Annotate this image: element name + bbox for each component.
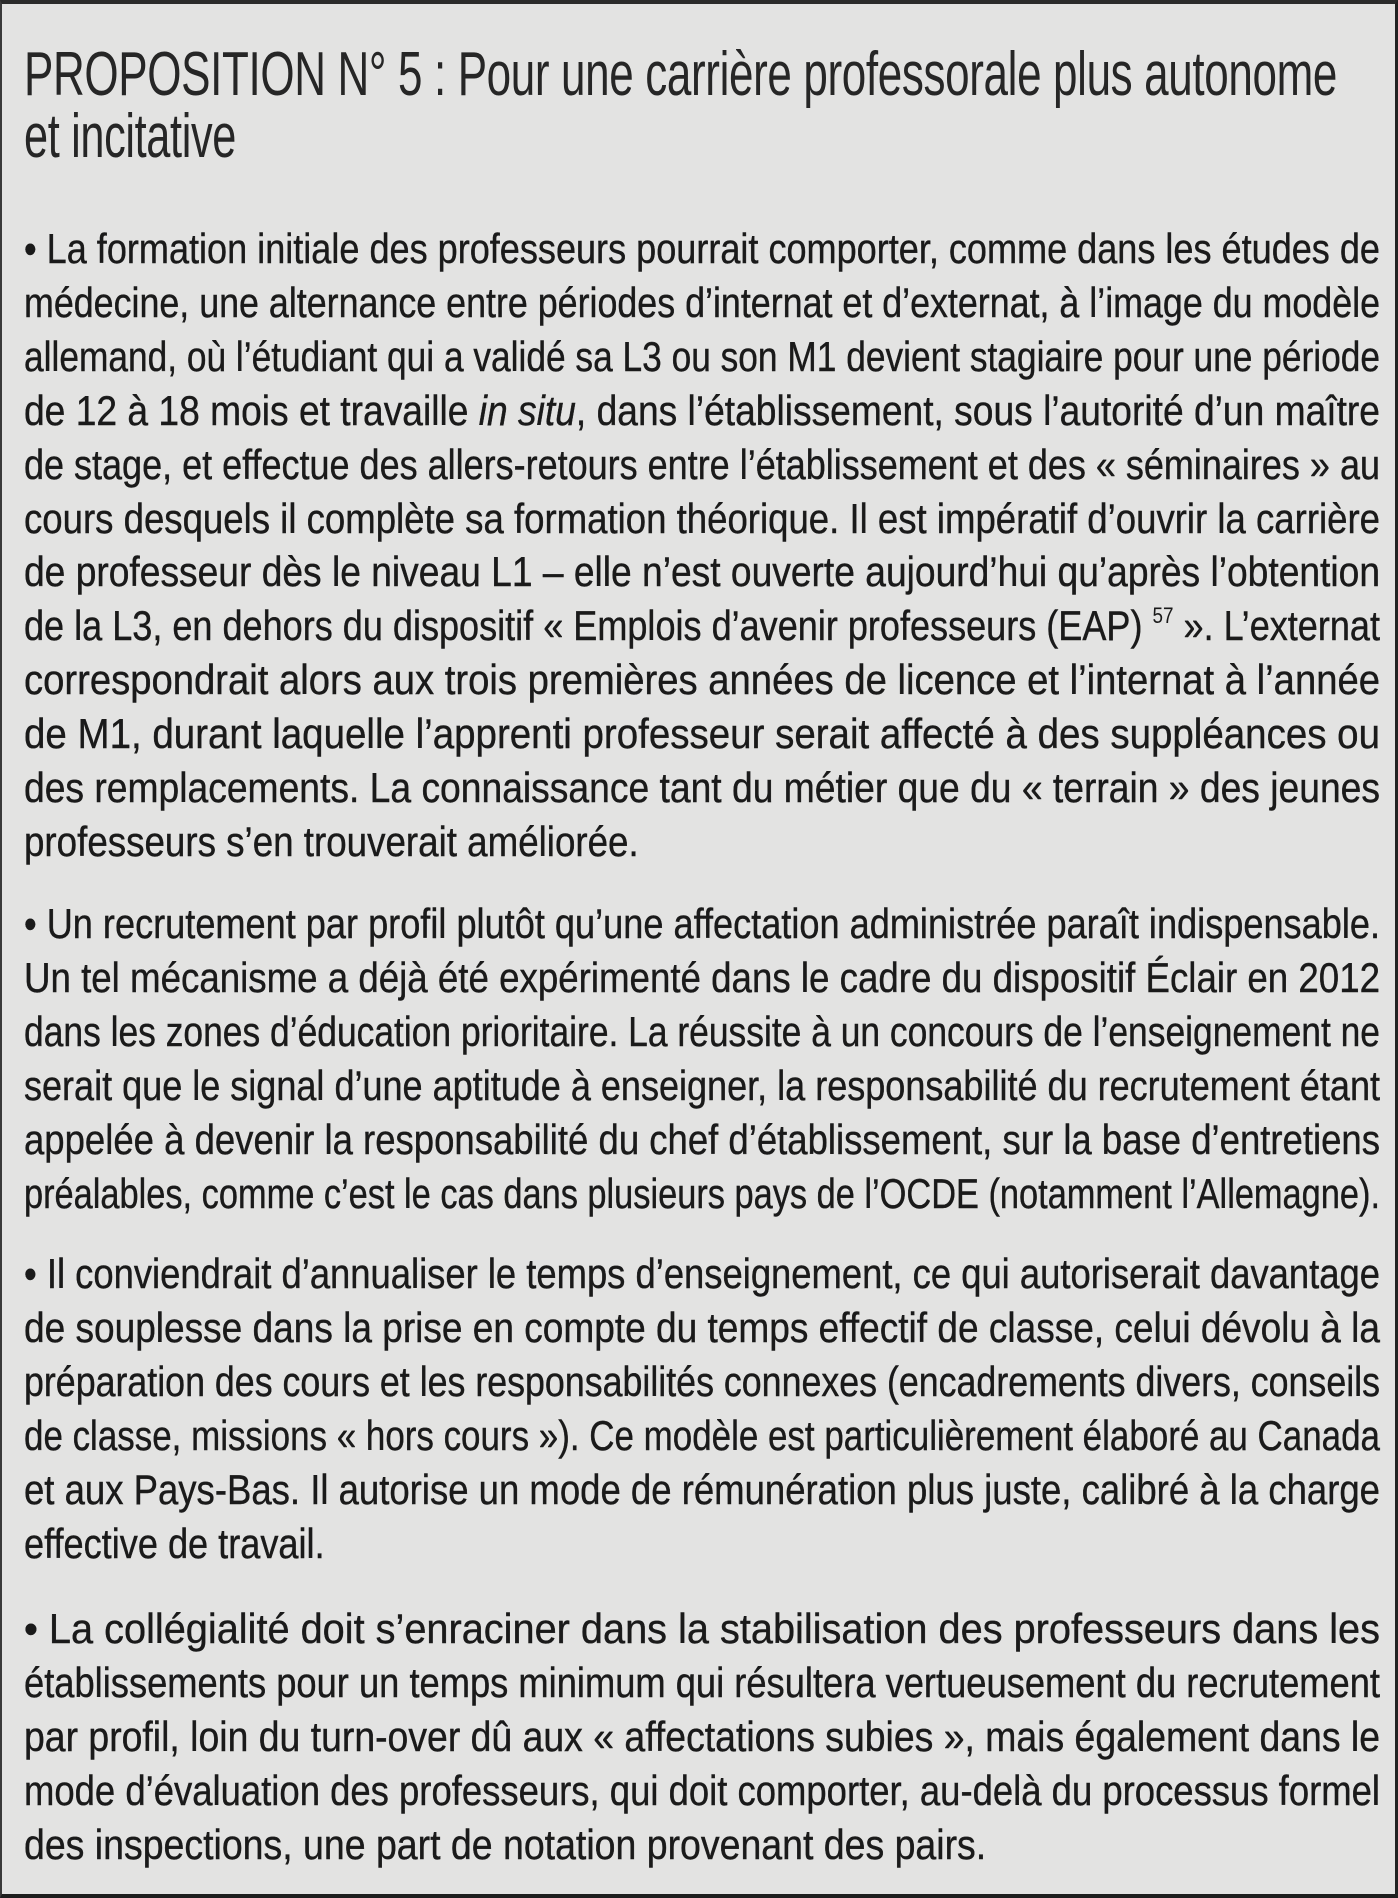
text-line <box>24 440 1380 488</box>
text-line <box>24 1115 1380 1163</box>
line-text <box>24 548 1380 596</box>
text-line <box>24 1357 1380 1405</box>
line-text <box>24 1820 987 1868</box>
line-text <box>24 332 1380 380</box>
text-run: préparation des cours et les responsabilités connexes (encadrements divers, conseils <box>24 1357 1380 1405</box>
italic-term: in situ <box>478 386 576 434</box>
text-line <box>24 953 1380 1001</box>
text-line <box>24 1519 1380 1567</box>
text-run: préalables, comme c’est le cas dans plusieurs pays de l’OCDE (notamment l’Allemagne). <box>24 1169 1380 1217</box>
title-text: PROPOSITION N° 5 : Pour une carrière professorale plus autonome <box>24 40 1337 109</box>
text-line <box>24 548 1380 596</box>
line-text <box>24 710 1380 758</box>
line-text <box>24 1303 1380 1351</box>
text-line <box>24 710 1380 758</box>
text-line <box>24 1712 1380 1760</box>
line-text <box>24 494 1380 542</box>
text-line <box>24 1303 1380 1351</box>
line-text <box>24 953 1380 1001</box>
text-line <box>24 1411 1380 1459</box>
line-text <box>24 1061 1380 1109</box>
line-text <box>24 1766 1380 1814</box>
line-text <box>24 1465 1380 1513</box>
line-text <box>24 900 1380 947</box>
line-text <box>24 1357 1380 1405</box>
line-text <box>24 386 1380 434</box>
line-text <box>24 1169 1380 1217</box>
text-run: professeurs s’en trouverait améliorée. <box>24 817 639 865</box>
text-line <box>24 225 1380 272</box>
text-run: par profil, loin du turn-over dû aux « affectations subies », mais également dans le <box>24 1712 1380 1760</box>
text-line <box>24 1658 1380 1706</box>
text-line <box>24 278 1380 326</box>
text-run: de professeur dès le niveau L1 – elle n’est ouverte aujourd’hui qu’après l’obtention <box>24 548 1380 596</box>
text-run: Un tel mécanisme a déjà été expérimenté dans le cadre du dispositif Éclair en 2012 <box>24 953 1380 1001</box>
line-text <box>24 440 1380 488</box>
text-run: de M1, durant laquelle l’apprenti professeur serait affecté à des suppléances ou <box>24 710 1380 758</box>
text-run: de stage, et effectue des allers-retours entre l’établissement et des « séminaires » au <box>24 440 1380 488</box>
text-line <box>24 1766 1380 1814</box>
text-run: cours desquels il complète sa formation théorique. Il est impératif d’ouvrir la carrière <box>24 494 1380 542</box>
line-text <box>24 1007 1380 1055</box>
text-run: dans les zones d’éducation prioritaire. La réussite à un concours de l’enseignement ne <box>24 1007 1380 1055</box>
text-run: de classe, missions « hors cours »). Ce modèle est particulièrement élaboré au Canada <box>24 1411 1380 1459</box>
title-text: et incitative <box>24 102 236 171</box>
text-run: effective de travail. <box>24 1519 325 1567</box>
line-text <box>24 602 1380 650</box>
title-line-2 <box>24 102 1380 171</box>
text-run: mode d’évaluation des professeurs, qui doit comporter, au-delà du processus formel <box>24 1766 1380 1814</box>
text-run: de souplesse dans la prise en compte du temps effectif de classe, celui dévolu à la <box>24 1303 1380 1351</box>
line-text <box>24 656 1380 704</box>
line-text <box>24 1250 1380 1297</box>
line-text <box>24 1658 1380 1706</box>
text-run: appelée à devenir la responsabilité du chef d’établissement, sur la base d’entretiens <box>24 1115 1380 1163</box>
text-line <box>24 656 1380 704</box>
line-text <box>24 1712 1380 1760</box>
text-line <box>24 332 1380 380</box>
text-line <box>24 900 1380 947</box>
line-text <box>24 278 1380 326</box>
text-run: correspondrait alors aux trois premières années de licence et l’internat à l’année <box>24 656 1380 704</box>
text-line <box>24 386 1380 434</box>
line-text <box>24 1605 1380 1652</box>
text-line <box>24 1169 1380 1217</box>
line-text <box>24 225 1380 272</box>
text-line <box>24 817 1380 865</box>
line-text <box>24 1411 1380 1459</box>
text-line <box>24 1820 1380 1868</box>
text-run: des inspections, une part de notation provenant des pairs. <box>24 1820 987 1868</box>
line-text <box>24 817 639 865</box>
text-line <box>24 1465 1380 1513</box>
text-run: de la L3, en dehors du dispositif « Emplois d’avenir professeurs (EAP) <box>24 602 1153 650</box>
text-run: des remplacements. La connaissance tant du métier que du « terrain » des jeunes <box>24 764 1380 811</box>
line-text <box>24 1519 325 1567</box>
title-line-1 <box>24 40 1380 109</box>
line-text <box>24 764 1380 811</box>
text-run: • Il conviendrait d’annualiser le temps d’enseignement, ce qui autoriserait davantage <box>24 1250 1380 1297</box>
text-run: établissements pour un temps minimum qui résultera vertueusement du recrutement <box>24 1658 1380 1706</box>
text-line <box>24 494 1380 542</box>
text-line <box>24 1250 1380 1297</box>
text-run: et aux Pays-Bas. Il autorise un mode de rémunération plus juste, calibré à la charge <box>24 1465 1380 1513</box>
text-run: • La formation initiale des professeurs pourrait comporter, comme dans les études de <box>24 225 1380 272</box>
text-run: • La collégialité doit s’enraciner dans la stabilisation des professeurs dans les <box>24 1605 1380 1652</box>
text-run: allemand, où l’étudiant qui a validé sa L3 ou son M1 devient stagiaire pour une période <box>24 332 1380 380</box>
text-line <box>24 1605 1380 1652</box>
text-run: serait que le signal d’une aptitude à enseigner, la responsabilité du recrutement étant <box>24 1061 1380 1109</box>
text-run: ». L’externat <box>1173 602 1380 650</box>
text-line <box>24 764 1380 811</box>
text-run: • Un recrutement par profil plutôt qu’une affectation administrée paraît indispensable. <box>24 900 1380 947</box>
text-line <box>24 1007 1380 1055</box>
text-run: , dans l’établissement, sous l’autorité d’un maître <box>575 386 1380 434</box>
footnote-ref: 57 <box>1152 603 1174 629</box>
line-text <box>24 1115 1380 1163</box>
text-run: médecine, une alternance entre périodes d’internat et d’externat, à l’image du modèle <box>24 278 1380 326</box>
text-line <box>24 1061 1380 1109</box>
text-line <box>24 602 1380 650</box>
text-run: de 12 à 18 mois et travaille <box>24 386 479 434</box>
